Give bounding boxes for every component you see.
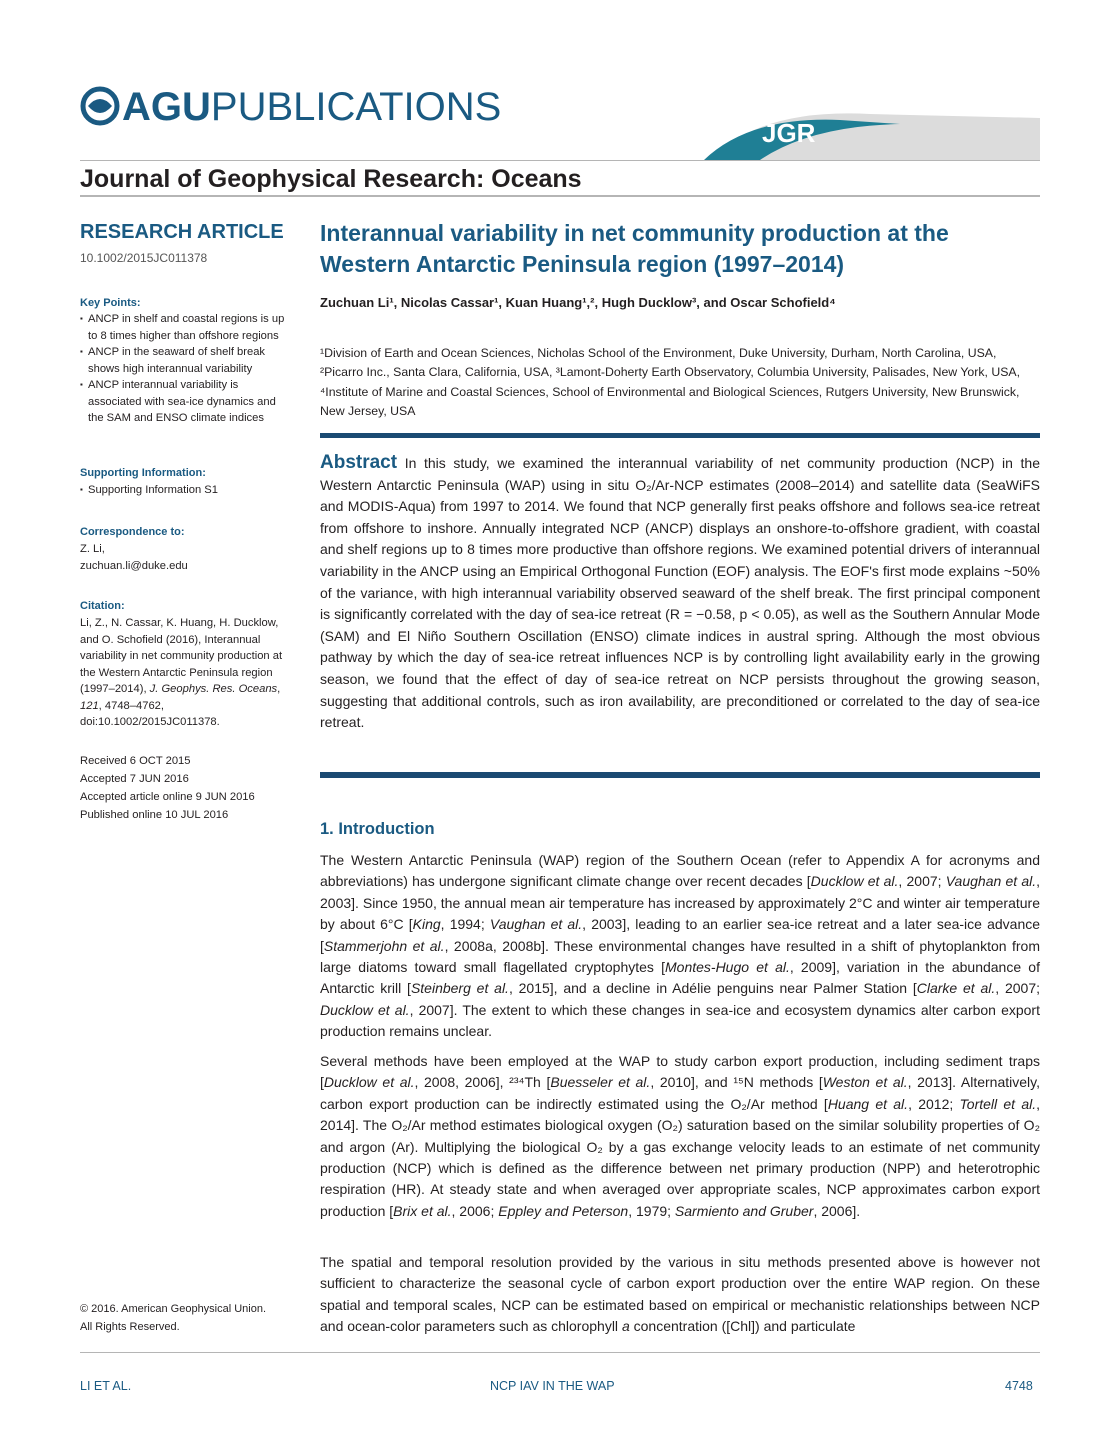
paragraph-text: The Western Antarctic Peninsula (WAP) region of the Southern Ocean (refer to Appendix A for acronyms and abbreviations) has undergone significant climate change over recent decades [ xyxy=(320,852,1040,890)
logo-publications-text: PUBLICATIONS xyxy=(210,85,502,129)
jgr-swoosh-graphic xyxy=(700,108,1040,160)
article-type: RESEARCH ARTICLE xyxy=(80,221,284,243)
footer-running-author: LI ET AL. xyxy=(80,1379,132,1393)
body-paragraph xyxy=(320,1051,1040,1222)
citation-reference: Ducklow et al. xyxy=(810,873,899,890)
citation-reference: Brix et al. xyxy=(393,1202,452,1219)
citation-reference: Montes-Hugo et al. xyxy=(665,959,790,976)
citation-reference: Eppley and Peterson xyxy=(498,1202,629,1219)
paragraph-text: , 2007]. The extent to which these changes in sea-ice and ecosystem dynamics alter carbon export production remains unclear. xyxy=(320,1001,1040,1040)
paragraph-text: , 2003], leading to an earlier sea-ice retreat and a later sea-ice advance [ xyxy=(320,916,1041,954)
citation-reference: Steinberg et al. xyxy=(410,980,509,997)
citation-tail: , 4748–4762, doi:10.1002/2015JC011378. xyxy=(80,699,220,728)
header-rule xyxy=(80,160,1040,161)
correspondence-block xyxy=(80,541,285,574)
key-point: ▪ ANCP interannual variability is associated with sea-ice dynamics and the SAM and ENSO climate indices xyxy=(80,377,285,427)
citation-reference: Tortell et al. xyxy=(959,1095,1037,1112)
abstract-label: Abstract xyxy=(320,452,398,473)
paragraph-text: , 2006; xyxy=(451,1202,499,1219)
citation-reference: Ducklow et al. xyxy=(323,1074,415,1091)
paragraph-text: The spatial and temporal resolution provided by the various in situ methods presented above is however not sufficient to characterize the seasonal cycle of carbon export production over the entire WAP region. On these spatial and temporal scales, NCP can be estimated based on empirical or mechanistic relationships between NCP and ocean-color parameters such as chlorophyll xyxy=(320,1254,1040,1335)
paragraph-text: , 2007; xyxy=(898,873,946,890)
correspondence-name: Z. Li, xyxy=(80,543,105,555)
page-number: 4748 xyxy=(1005,1379,1033,1393)
footer-rule xyxy=(80,1352,1040,1353)
citation-reference: Huang et al. xyxy=(827,1095,909,1112)
paragraph-text: , 2009], variation in the abundance of Antarctic krill [ xyxy=(320,959,1040,997)
body-paragraph xyxy=(320,850,1040,1043)
citation-reference: Vaughan et al. xyxy=(489,916,583,933)
publication-dates xyxy=(80,752,285,824)
key-points-heading: Key Points: xyxy=(80,297,141,309)
copyright-line: © 2016. American Geophysical Union. xyxy=(80,1303,267,1315)
paragraph-text: , 1979; xyxy=(628,1202,675,1219)
jgr-badge xyxy=(700,108,1040,160)
paragraph-text: , 2008a, 2008b]. These environmental changes have resulted in a shift of phytoplankton from large diatoms toward small flagellated cryptophytes [ xyxy=(320,937,1041,976)
header-rule-bottom xyxy=(80,195,1040,197)
paragraph-text: , 2012; xyxy=(908,1095,960,1112)
paragraph-text: , 2007; xyxy=(995,980,1041,997)
section-heading-introduction: 1. Introduction xyxy=(320,820,435,838)
paragraph-text: , 2013]. Alternatively, carbon export production can be indirectly estimated using the O₂/Ar method [ xyxy=(320,1074,1040,1112)
abstract-bottom-rule xyxy=(320,772,1040,778)
citation-reference: Stammerjohn et al. xyxy=(323,937,445,954)
abstract-top-rule xyxy=(320,433,1040,438)
key-point: ▪ ANCP in the seaward of shelf break shows high interannual variability xyxy=(80,344,285,377)
agu-globe-icon xyxy=(80,86,120,126)
doi[interactable]: 10.1002/2015JC011378 xyxy=(80,251,208,265)
paragraph-text: concentration ([Chl]) and particulate xyxy=(629,1318,856,1335)
abstract xyxy=(320,452,1040,734)
citation-reference: Buesseler et al. xyxy=(550,1074,651,1091)
paragraph-text: , 2008, 2006], ²³⁴Th [ xyxy=(414,1074,551,1091)
citation-reference: Ducklow et al. xyxy=(320,1001,410,1018)
logo-agu-text: AGU xyxy=(122,85,211,129)
correspondence-email[interactable]: zuchuan.li@duke.edu xyxy=(80,559,188,572)
copyright-line: All Rights Reserved. xyxy=(80,1321,180,1333)
supporting-information-heading: Supporting Information: xyxy=(80,467,206,479)
date-accepted: Accepted 7 JUN 2016 xyxy=(80,773,189,785)
supporting-information-link[interactable]: ▪ Supporting Information S1 xyxy=(80,482,285,499)
citation-volume: 121 xyxy=(80,699,99,712)
supporting-information-list xyxy=(80,482,285,499)
key-point: ▪ ANCP in shelf and coastal regions is up to 8 times higher than offshore regions xyxy=(80,311,285,344)
copyright xyxy=(80,1300,300,1336)
citation-reference: Sarmiento and Gruber xyxy=(674,1202,814,1219)
journal-title: Journal of Geophysical Research: Oceans xyxy=(80,165,582,193)
article-title: Interannual variability in net community production at the Western Antarctic Peninsula region (1997–2014) xyxy=(320,220,949,277)
citation-reference: King xyxy=(412,916,441,933)
paragraph-text: , 2014]. The O₂/Ar method estimates biological oxygen (O₂) saturation based on the similar solubility properties of O₂ and argon (Ar). Multiplying the biological O₂ by a gas exchange velocity leads to an estimate of net community production (NCP) which is defined as the difference between net primary production (NPP) and heterotrophic respiration (HR). At steady state and when averaged over appropriate scales, NCP approximates carbon export production [ xyxy=(320,1095,1041,1219)
citation-reference: Weston et al. xyxy=(822,1074,908,1091)
abstract-text: In this study, we examined the interannual variability of net community production (NCP) in the Western Antarctic Peninsula (WAP) using in situ O₂/Ar-NCP estimates (2008–2014) and satellite data (SeaWiFS and MODIS-Aqua) from 1997 to 2014. We found that NCP generally first peaks offshore and follows sea-ice retreat from offshore to inshore. Annually integrated NCP (ANCP) displays an onshore-to-offshore gradient, with coastal and shelf regions up to 8 times more productive than offshore regions. We examined potential drivers of interannual variability in the ANCP using an Empirical Orthogonal Function (EOF) analysis. The EOF's first mode explains ~50% of the variance, with high interannual variability observed seaward of the shelf break. The first principal component is significantly correlated with the day of sea-ice retreat (R = −0.58, p < 0.05), as well as the Southern Annular Mode (SAM) and El Niño Southern Oscillation (ENSO) climate indices in austral spring. Although the most obvious pathway by which the day of sea-ice retreat influences NCP is by controlling light availability early in the growing season, we found that the effect of day of sea-ice retreat on NCP persists throughout the growing season, suggesting that additional controls, such as iron availability, are preconditioned or correlated to the day of sea-ice retreat. xyxy=(320,455,1041,731)
date-published-online: Published online 10 JUL 2016 xyxy=(80,809,229,821)
date-accepted-online: Accepted article online 9 JUN 2016 xyxy=(80,791,255,803)
footer-running-title: NCP IAV IN THE WAP xyxy=(490,1379,615,1393)
body-paragraph xyxy=(320,1252,1040,1338)
affiliations: ¹Division of Earth and Ocean Sciences, Nicholas School of the Environment, Duke University, Durham, North Carolina, USA, ²Picarro Inc., Santa Clara, California, USA, ³Lamont-Doherty Earth Observatory, Columbia University, Palisades, New York, USA, ⁴Institute of Marine and Coastal Sciences, School of Environmental and Biological Sciences, Rutgers University, New Brunswick, New Jersey, USA xyxy=(320,346,1021,418)
citation-reference: Vaughan et al. xyxy=(945,873,1037,890)
paragraph-text: , 1994; xyxy=(440,916,490,933)
citation-heading: Citation: xyxy=(80,600,125,612)
paragraph-text: , 2003]. Since 1950, the annual mean air temperature has increased by approximately 2°C and winter air temperature by about 6°C [ xyxy=(320,873,1041,933)
paragraph-text: Several methods have been employed at the WAP to study carbon export production, including sediment traps [ xyxy=(320,1053,1040,1091)
paragraph-text: , 2006]. xyxy=(813,1202,861,1219)
key-points-list xyxy=(80,311,285,427)
citation-reference: a xyxy=(621,1318,630,1335)
paragraph-text: , 2015], and a decline in Adélie penguins near Palmer Station [ xyxy=(508,980,917,997)
citation-body: Li, Z., N. Cassar, K. Huang, H. Ducklow, and O. Schofield (2016), Interannual variability in net community production at the Western Antarctic Peninsula region (1997–2014), xyxy=(80,617,283,695)
citation-reference: Clarke et al. xyxy=(916,980,996,997)
agu-publications-logo xyxy=(80,82,502,132)
jgr-badge-text: JGR xyxy=(762,118,816,148)
correspondence-heading: Correspondence to: xyxy=(80,526,185,538)
author-list: Zuchuan Li¹, Nicolas Cassar¹, Kuan Huang¹,², Hugh Ducklow³, and Oscar Schofield⁴ xyxy=(320,295,836,310)
paragraph-text: , 2010], and ¹⁵N methods [ xyxy=(650,1074,823,1091)
citation-journal: J. Geophys. Res. Oceans xyxy=(149,683,278,695)
date-received: Received 6 OCT 2015 xyxy=(80,755,191,767)
citation-text: Li, Z., N. Cassar, K. Huang, H. Ducklow, and O. Schofield (2016), Interannual variability in net community production at the Western Antarctic Peninsula region (1997–2014), J. Geophys. Res. Oceans, 121, 4748–4762, doi:10.1002/2015JC011378. xyxy=(80,617,283,728)
